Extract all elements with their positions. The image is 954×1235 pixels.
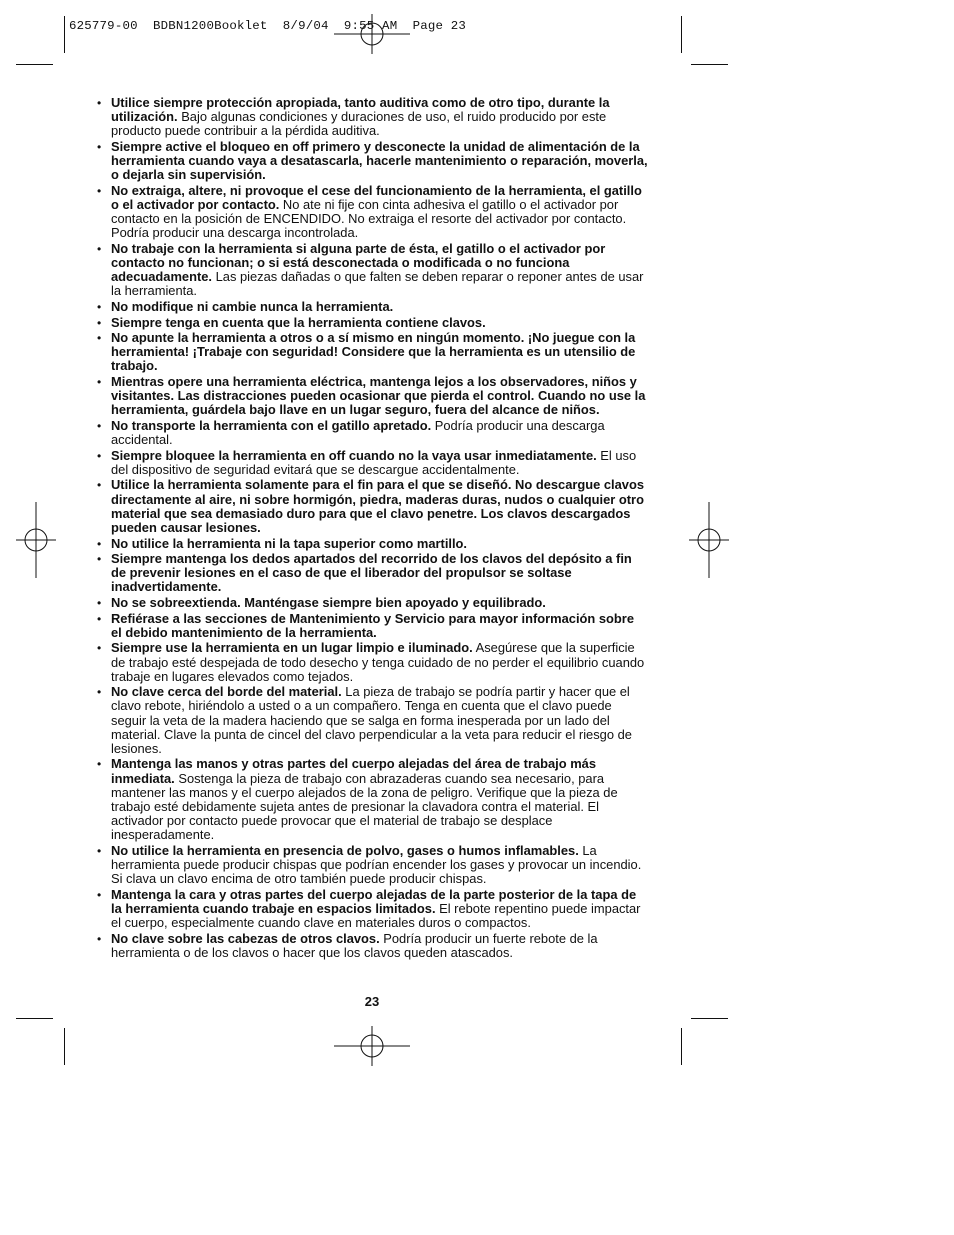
item-bold-text: No clave cerca del borde del material. [111,684,342,700]
list-item [96,888,648,930]
bullet-icon: • [97,96,102,110]
bullet-icon: • [97,448,102,463]
list-item [96,300,648,314]
bullet-icon: • [97,139,102,154]
item-bold-text: Siempre active el bloqueo en off primero y desconecte la unidad de alimentación de la herramienta cuando vaya a desatascarla, hacerle mantenimiento o reparación, moverla, o dejarla sin supervisión. [111,138,648,183]
crop-mark [691,64,728,65]
item-bold-text: Siempre tenga en cuenta que la herramienta contiene clavos. [111,314,486,330]
item-body-text: La pieza de trabajo se podría partir y hacer que el clavo rebote, hiriéndolo a usted o a un compañero. Tenga en cuenta que el clavo puede seguir la veta de la madera haciendo que se salga en forma inesperada por un lado del material. Clave la punta de cincel del clavo perpendicular a la veta para reducir el riesgo de lesiones. [111,684,632,756]
item-bold-text: No trabaje con la herramienta si alguna parte de ésta, el gatillo o el activador por contacto no funcionan; o si está desconectada o modificada o no funciona adecuadamente. [111,240,606,285]
bullet-icon: • [97,375,102,390]
list-item [96,96,648,138]
bullet-icon: • [97,685,102,700]
item-body-text: Sostenga la pieza de trabajo con abrazaderas cuando sea necesario, para mantener las manos y el cuerpo alejados de la zona de peligro. Verifique que la pieza de trabajo esté debidamente sujeta antes de presionar la clavadora contra el material. El activador por contacto puede provocar que el material de trabajo se desplace inesperadamente. [111,770,618,843]
bullet-icon: • [97,757,102,772]
item-bold-text: No utilice la herramienta en presencia de polvo, gases o humos inflamables. [111,842,579,858]
item-bold-text: No transporte la herramienta con el gatillo apretado. [111,417,432,433]
list-item [96,932,648,960]
item-body-text: El rebote repentino puede impactar el cuerpo, especialmente cuando clave en materiales duros o compactos. [111,900,641,931]
list-item [96,419,648,447]
item-bold-text: Refiérase a las secciones de Mantenimiento y Servicio para mayor información sobre el debido mantenimiento de la herramienta. [111,610,634,640]
item-bold-text: No clave sobre las cabezas de otros clavos. [111,930,380,946]
bullet-icon: • [97,887,102,902]
crop-mark [64,16,65,53]
list-item [96,331,648,373]
registration-mark-bottom [334,1026,410,1066]
item-bold-text: No extraiga, altere, ni provoque el cese del funcionamiento de la herramienta, el gatillo o el activador por contacto. [111,182,642,212]
list-item [96,242,648,299]
list-item [96,537,648,551]
item-body-text: No ate ni fije con cinta adhesiva el gatillo o el activador por contacto en la posición de ENCENDIDO. No extraiga el resorte del activador por contacto. Podría producir una descarga incontrolada. [111,196,627,241]
registration-mark-right [689,502,729,578]
item-bold-text: No se sobreextienda. Manténgase siempre bien apoyado y equilibrado. [111,595,546,610]
list-item [96,596,648,610]
item-body-text: Podría producir una descarga accidental. [111,417,605,448]
crop-mark [16,64,53,65]
print-slug-line: 625779-00 BDBN1200Booklet 8/9/04 9:55 AM Page 23 [69,19,467,33]
bullet-icon: • [97,315,102,330]
bullet-icon: • [97,478,102,493]
crop-mark [681,1028,682,1065]
registration-mark-left [16,502,56,578]
bullet-icon: • [97,241,102,256]
bullet-icon: • [97,183,102,198]
item-bold-text: No utilice la herramienta ni la tapa superior como martillo. [111,535,468,551]
list-item [96,612,648,640]
safety-instructions [96,96,648,961]
bullet-icon: • [97,299,102,314]
list-item [96,552,648,594]
item-body-text: La herramienta puede producir chispas que podrían encender los gases y provocar un incendio. Si clava un clavo encima de otro también puede producir chispas. [111,842,642,887]
item-body-text: Podría producir un fuerte rebote de la herramienta o de los clavos o hacer que los clavos queden atascados. [111,930,598,960]
item-bold-text: Mientras opere una herramienta eléctrica, mantenga lejos a los observadores, niños y visitantes. Las distracciones pueden ocasionar que pierda el control. Cuando no use la herramienta, guárdela bajo llave en un lugar seguro, fuera del alcance de niños. [111,374,646,418]
list-item [96,844,648,886]
item-body-text: Asegúrese que la superficie de trabajo esté despejada de todo desecho y tenga cuidado de no perder el equilibrio cuando trabaje en lugares elevados como tejados. [111,640,645,684]
crop-mark [64,1028,65,1065]
page-number: 23 [364,994,380,1009]
item-body-text: Bajo algunas condiciones y duraciones de uso, el ruido producido por este producto puede contribuir a la pérdida auditiva. [111,109,607,139]
crop-mark [691,1018,728,1019]
item-bold-text: No modifique ni cambie nunca la herramienta. [111,298,394,314]
bullet-icon: • [97,536,102,551]
bullet-icon: • [97,418,102,433]
item-bold-text: No apunte la herramienta a otros o a sí mismo en ningún momento. ¡No juegue con la herramienta! ¡Trabaje con seguridad! Considere que la herramienta es un utensilio de trabajo. [111,330,636,374]
bullet-icon: • [97,843,102,858]
item-bold-text: Mantenga las manos y otras partes del cuerpo alejadas del área de trabajo más inmediata. [111,756,597,786]
item-bold-text: Siempre mantenga los dedos apartados del recorrido de los clavos del depósito a fin de prevenir lesiones en el caso de que el liberador del propulsor se soltase inadvertidamente. [111,551,632,595]
item-bold-text: Utilice siempre protección apropiada, tanto auditiva como de otro tipo, durante la utilización. [111,95,610,125]
bullet-icon: • [97,596,102,610]
bullet-icon: • [97,611,102,626]
list-item [96,184,648,241]
item-bold-text: Siempre bloquee la herramienta en off cuando no la vaya usar inmediatamente. [111,447,597,463]
list-item [96,140,648,182]
crop-mark [681,16,682,53]
list-item [96,641,648,683]
item-bold-text: Utilice la herramienta solamente para el fin para el que se diseñó. No descargue clavos directamente al aire, ni sobre hormigón, piedra, maderas duras, nudos o cualquier otro material que sea demasiado duro para que el clavo penetre. Los clavos descargados pueden causar lesiones. [111,477,645,535]
list-item [96,757,648,842]
list-item [96,449,648,477]
bullet-icon: • [97,931,102,946]
bullet-icon: • [97,641,102,656]
list-item [96,375,648,417]
list-item [96,316,648,330]
bullet-icon: • [97,552,102,567]
list-item [96,478,648,535]
bullet-icon: • [97,331,102,346]
item-bold-text: Mantenga la cara y otras partes del cuerpo alejadas de la parte posterior de la tapa de la herramienta cuando trabaje en espacios limitados. [111,886,637,916]
item-body-text: Las piezas dañadas o que falten se deben reparar o reponer antes de usar la herramienta. [111,269,644,299]
registration-mark-top [334,14,410,54]
item-body-text: El uso del dispositivo de seguridad evitará que se descargue accidentalmente. [111,447,637,477]
bullet-list [96,96,648,960]
crop-mark [16,1018,53,1019]
list-item [96,685,648,756]
item-bold-text: Siempre use la herramienta en un lugar limpio e iluminado. [111,640,473,656]
